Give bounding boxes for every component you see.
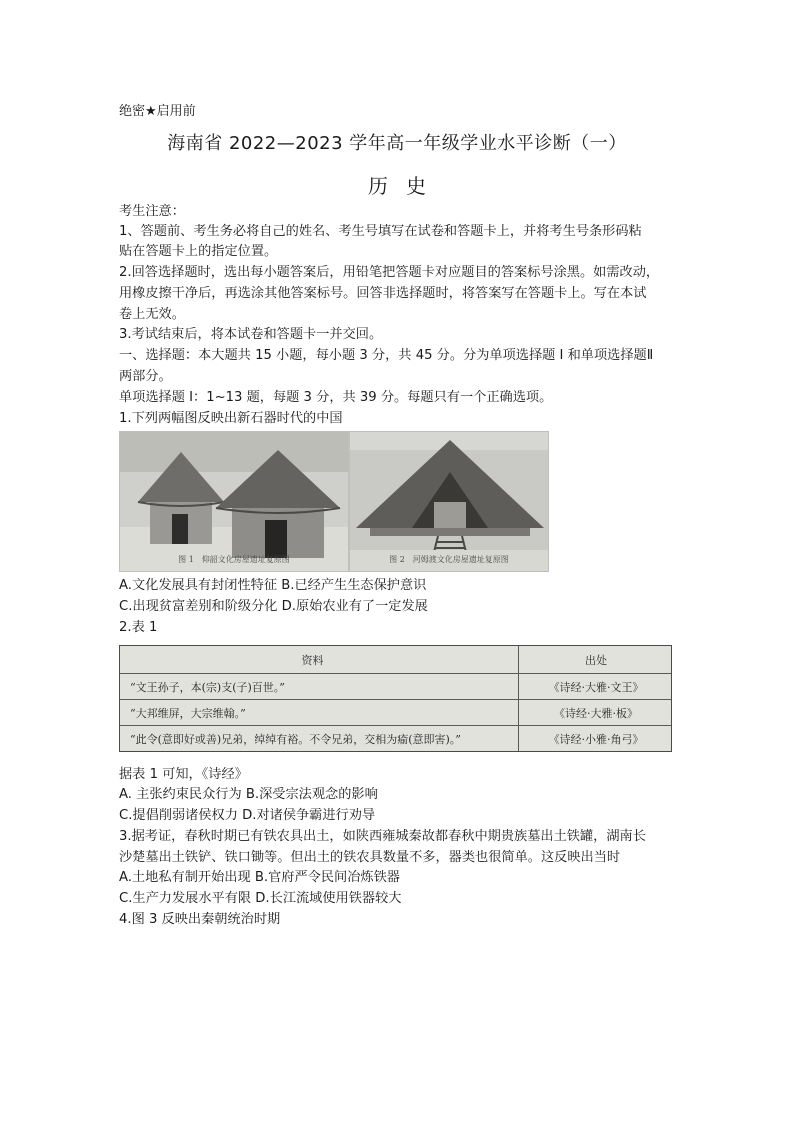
notice-item-2b: 用橡皮擦干净后，再选涂其他答案标号。回答非选择题时，将答案写在答题卡上。写在本试 <box>119 286 647 301</box>
table-row <box>120 699 671 725</box>
figure-2-hemudu-house <box>349 431 549 572</box>
q1-figures <box>119 431 549 572</box>
exam-title: 海南省 2022—2023 学年高一年级学业水平诊断（一） <box>167 133 627 154</box>
figure-1-caption: 图 1 仰韶文化房屋遗址复原图 <box>178 555 290 564</box>
q3-options-cd: C.生产力发展水平有限 D.长江流域使用铁器较大 <box>119 891 402 906</box>
stilt-house-illustration <box>350 432 549 572</box>
q4-stem: 4.图 3 反映出秦朝统治时期 <box>119 912 281 927</box>
table-cell-source: 《诗经·大雅·文王》 <box>518 674 673 699</box>
huts-illustration <box>120 432 349 572</box>
q3-stem-a: 3.据考证，春秋时期已有铁农具出土，如陕西雍城秦故都春秋中期贵族墓出土铁罐，湖南长 <box>119 829 646 844</box>
notice-item-1b: 贴在答题卡上的指定位置。 <box>119 244 278 259</box>
q2-stem: 2.表 1 <box>119 620 158 635</box>
q3-options-ab: A.土地私有制开始出现 B.官府严令民间冶炼铁器 <box>119 870 400 885</box>
q1-options-ab: A.文化发展具有封闭性特征 B.已经产生生态保护意识 <box>119 578 427 593</box>
q2-lead: 据表 1 可知，《诗经》 <box>119 767 248 782</box>
section-heading-b: 两部分。 <box>119 369 172 384</box>
figure-1-yangshao-huts <box>119 431 349 572</box>
q1-stem: 1.下列两幅图反映出新石器时代的中国 <box>119 411 343 426</box>
table-1 <box>119 645 672 752</box>
q2-options-cd: C.提倡削弱诸侯权力 D.对诸侯争霸进行劝导 <box>119 808 376 823</box>
notice-item-2c: 卷上无效。 <box>119 307 185 322</box>
table-cell-text: “文王孙子，本(宗)支(子)百世。” <box>130 680 285 694</box>
figure-2-caption: 图 2 河姆渡文化房屋遗址复原图 <box>389 555 509 564</box>
table-cell-text: “此令(意即好或善)兄弟，绰绰有裕。不令兄弟，交相为瘉(意即害)。” <box>130 732 461 746</box>
notice-item-1a: 1、答题前、考生务必将自己的姓名、考生号填写在试卷和答题卡上，并将考生号条形码粘 <box>119 224 642 239</box>
table-row <box>120 673 671 699</box>
notice-item-2a: 2.回答选择题时，选出每小题答案后，用铅笔把答题卡对应题目的答案标号涂黑。如需改动， <box>119 265 660 280</box>
table-cell-source: 《诗经·大雅·板》 <box>518 700 673 725</box>
section-heading-a: 一、选择题：本大题共 15 小题，每小题 3 分，共 45 分。分为单项选择题 I 和单项选择题Ⅱ <box>119 348 654 363</box>
notice-heading: 考生注意： <box>119 204 185 219</box>
q1-options-cd: C.出现贫富差别和阶级分化 D.原始农业有了一定发展 <box>119 599 428 614</box>
q2-options-ab: A. 主张约束民众行为 B.深受宗法观念的影响 <box>119 787 378 802</box>
notice-item-3: 3.考试结束后，将本试卷和答题卡一并交回。 <box>119 327 383 342</box>
table-header-material: 资料 <box>301 653 324 667</box>
confidential-label: 绝密★启用前 <box>119 104 196 119</box>
subject-title: 历史 <box>368 174 444 198</box>
table-row <box>120 725 671 751</box>
section-subheading: 单项选择题 I：1~13 题，每题 3 分，共 39 分。每题只有一个正确选项。 <box>119 390 553 405</box>
table-header-row <box>120 646 671 673</box>
table-cell-source: 《诗经·小雅·角弓》 <box>518 726 673 751</box>
table-cell-text: “大邦维屏，大宗维翰。” <box>130 706 246 720</box>
q3-stem-b: 沙楚墓出土铁铲、铁口锄等。但出土的铁农具数量不多，器类也很简单。这反映出当时 <box>119 850 621 865</box>
table-header-source: 出处 <box>518 646 673 673</box>
